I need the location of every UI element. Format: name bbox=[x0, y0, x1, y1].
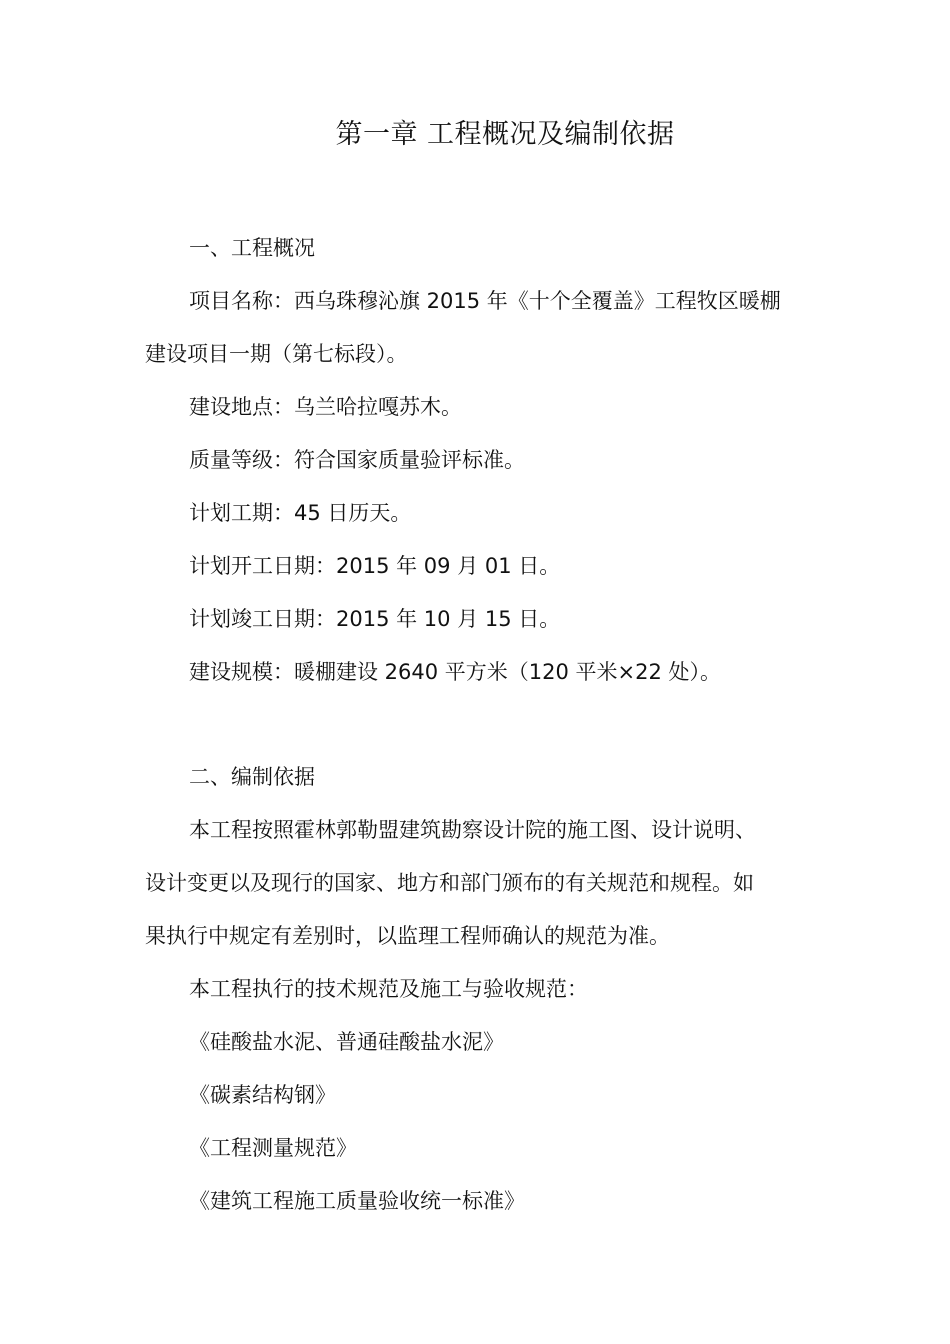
standard-item: 《建筑工程施工质量验收统一标准》 bbox=[189, 1189, 525, 1213]
section-heading-basis: 二、编制依据 bbox=[189, 765, 315, 789]
project-name-line-1: 项目名称：西乌珠穆沁旗 2015 年《十个全覆盖》工程牧区暖棚 bbox=[189, 289, 781, 313]
section-heading-overview: 一、工程概况 bbox=[189, 236, 315, 260]
construction-location: 建设地点：乌兰哈拉嘎苏木。 bbox=[189, 395, 462, 419]
standard-item: 《碳素结构钢》 bbox=[189, 1083, 336, 1107]
construction-scale: 建设规模：暖棚建设 2640 平方米（120 平米×22 处）。 bbox=[189, 660, 722, 684]
planned-duration: 计划工期：45 日历天。 bbox=[189, 501, 412, 525]
basis-paragraph-line-2: 设计变更以及现行的国家、地方和部门颁布的有关规范和规程。如 bbox=[145, 871, 754, 895]
quality-grade: 质量等级：符合国家质量验评标准。 bbox=[189, 448, 525, 472]
standards-intro: 本工程执行的技术规范及施工与验收规范： bbox=[189, 977, 588, 1001]
standard-item: 《工程测量规范》 bbox=[189, 1136, 357, 1160]
planned-end-date: 计划竣工日期：2015 年 10 月 15 日。 bbox=[189, 607, 561, 631]
basis-paragraph-line-1: 本工程按照霍林郭勒盟建筑勘察设计院的施工图、设计说明、 bbox=[189, 818, 756, 842]
chapter-title: 第一章 工程概况及编制依据 bbox=[335, 119, 675, 150]
project-name-line-2: 建设项目一期（第七标段）。 bbox=[145, 342, 408, 366]
planned-start-date: 计划开工日期：2015 年 09 月 01 日。 bbox=[189, 554, 561, 578]
basis-paragraph-line-3: 果执行中规定有差别时，以监理工程师确认的规范为准。 bbox=[145, 924, 670, 948]
standard-item: 《硅酸盐水泥、普通硅酸盐水泥》 bbox=[189, 1030, 504, 1054]
